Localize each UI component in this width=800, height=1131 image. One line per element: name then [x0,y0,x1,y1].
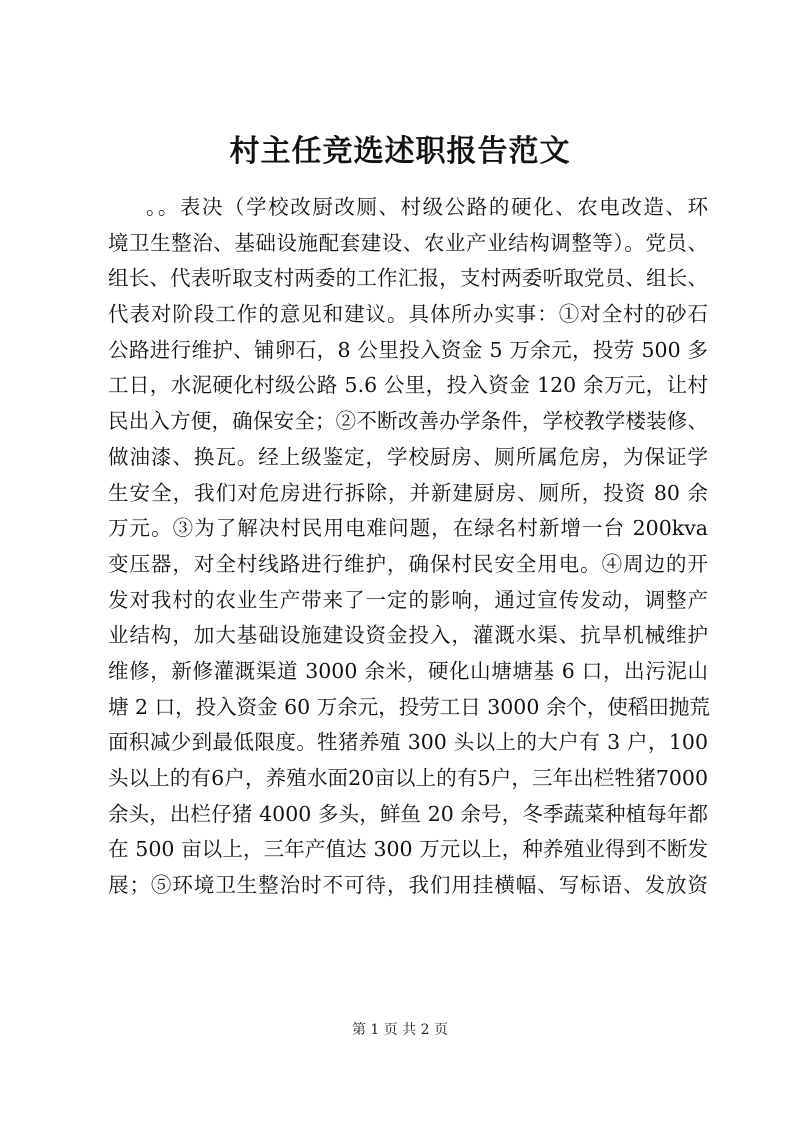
body-line: 发对我村的农业生产带来了一定的影响，通过宣传发动，调整产 [108,587,708,612]
document-title: 村主任竞选述职报告范文 [229,134,571,169]
body-line: 。。表决（学校改厨改厕、村级公路的硬化、农电改造、环 [146,195,708,219]
body-line: 头以上的有6户，养殖水面20亩以上的有5户，三年出栏牲猪7000 [108,766,708,790]
body-line: 万元。③为了解决村民用电难问题，在绿名村新增一台 200kva [108,516,708,541]
body-line: 余头，出栏仔猪 4000 多头，鲜鱼 20 余号，冬季蔬菜种植每年都 [108,801,708,826]
body-line: 民出入方便，确保安全；②不断改善办学条件，学校教学楼装修、 [108,409,708,434]
page-footer [0,1020,800,1040]
body-line: 面积减少到最低限度。牲猪养殖 300 头以上的大户有 3 户，100 [108,730,708,755]
body-line: 工日，水泥硬化村级公路 5.6 公里，投入资金 120 余万元，让村 [108,373,708,398]
body-line: 做油漆、换瓦。经上级鉴定，学校厨房、厕所属危房，为保证学 [108,444,708,469]
body-line: 境卫生整治、基础设施配套建设、农业产业结构调整等）。党员、 [108,230,708,255]
page-number: 第 1 页 共 2 页 [351,1022,449,1038]
body-line: 展；⑤环境卫生整治时不可待，我们用挂横幅、写标语、发放资 [108,873,708,898]
body-line: 业结构，加大基础设施建设资金投入，灌溉水渠、抗旱机械维护 [108,623,708,648]
body-line: 变压器，对全村线路进行维护，确保村民安全用电。④周边的开 [108,551,708,576]
body-line: 塘 2 口，投入资金 60 万余元，投劳工日 3000 余个，使稻田抛荒 [108,694,710,719]
body-line: 组长、代表听取支村两委的工作汇报，支村两委听取党员、组长、 [108,266,708,291]
body-line: 维修，新修灌溉渠道 3000 余米，硬化山塘塘基 6 口，出污泥山 [108,658,708,683]
body-line: 代表对阶段工作的意见和建议。具体所办实事：①对全村的砂石 [108,302,708,327]
document-body [108,190,708,904]
body-line: 在 500 亩以上，三年产值达 300 万元以上，种养殖业得到不断发 [108,837,708,862]
body-line: 公路进行维护、铺卵石，8 公里投入资金 5 万余元，投劳 500 多 [108,337,708,362]
body-line: 生安全，我们对危房进行拆除，并新建厨房、厕所，投资 80 余 [108,480,708,505]
